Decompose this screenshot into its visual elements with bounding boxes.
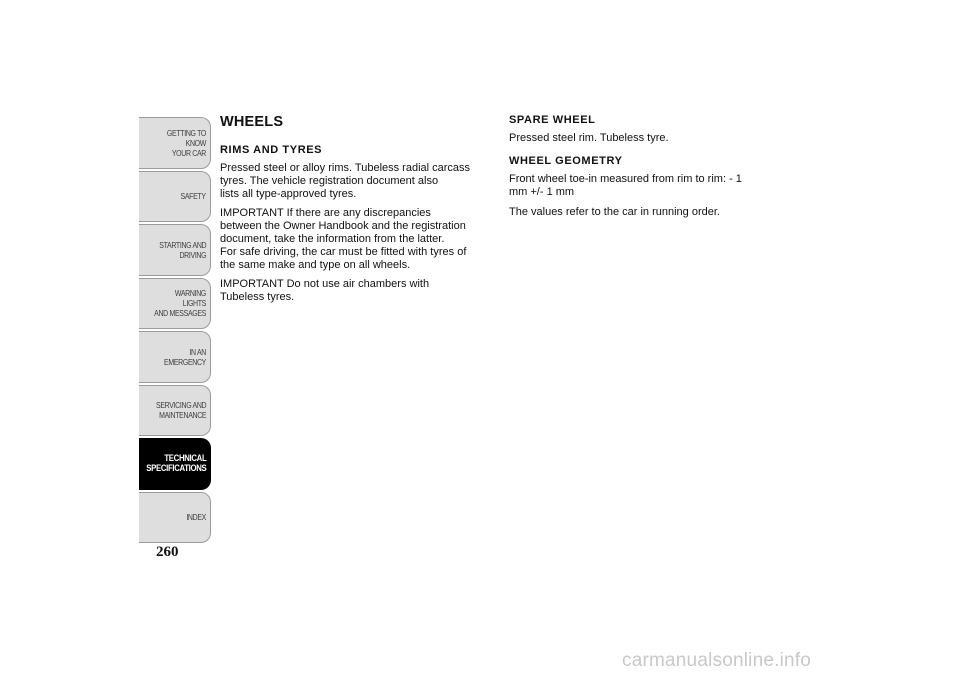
- tab-starting-and-driving[interactable]: [139, 224, 211, 276]
- tab-label: GETTING TO KNOW YOUR CAR: [166, 127, 206, 158]
- section-title: WHEELS: [220, 114, 284, 130]
- tab-label: INDEX: [186, 512, 206, 523]
- tab-index[interactable]: [139, 492, 211, 544]
- paragraph: Pressed steel or alloy rims. Tubeless radial carcass tyres. The vehicle registration document also lists all type-approved tyres.: [220, 162, 471, 200]
- tab-servicing-and-maintenance[interactable]: [139, 385, 211, 437]
- tab-in-an-emergency[interactable]: [139, 331, 211, 383]
- paragraph: IMPORTANT If there are any discrepancies between the Owner Handbook and the registration document, take the information from the latter. For safe driving, the car must be fitted with tyres of the same make and type on all wheels.: [220, 207, 467, 271]
- paragraph: Pressed steel rim. Tubeless tyre.: [509, 132, 669, 144]
- right-column: [509, 114, 779, 226]
- tab-label: SAFETY: [180, 191, 206, 202]
- subheading-spare-wheel: SPARE WHEEL: [509, 114, 596, 126]
- tab-safety[interactable]: [139, 171, 211, 223]
- section-tabs: [139, 117, 211, 545]
- paragraph: Front wheel toe-in measured from rim to rim: - 1 mm +/- 1 mm: [509, 173, 742, 198]
- paragraph: IMPORTANT Do not use air chambers with Tubeless tyres.: [220, 278, 430, 303]
- tab-label: STARTING AND DRIVING: [159, 239, 206, 260]
- tab-label: SERVICING AND MAINTENANCE: [155, 400, 206, 421]
- left-column: [220, 114, 496, 310]
- subheading-rims-and-tyres: RIMS AND TYRES: [220, 144, 323, 156]
- subheading-wheel-geometry: WHEEL GEOMETRY: [509, 155, 623, 167]
- tab-label: IN AN EMERGENCY: [164, 346, 206, 367]
- tab-label: TECHNICAL SPECIFICATIONS: [145, 452, 206, 474]
- page-number: 260: [156, 544, 179, 560]
- tab-getting-to-know-your-car[interactable]: [139, 117, 211, 169]
- tab-label: WARNING LIGHTS AND MESSAGES: [154, 288, 206, 319]
- paragraph: The values refer to the car in running order.: [509, 206, 720, 218]
- tab-technical-specifications[interactable]: [139, 438, 211, 490]
- tab-warning-lights-and-messages[interactable]: [139, 278, 211, 330]
- watermark: carmanualsonline.info: [622, 650, 812, 671]
